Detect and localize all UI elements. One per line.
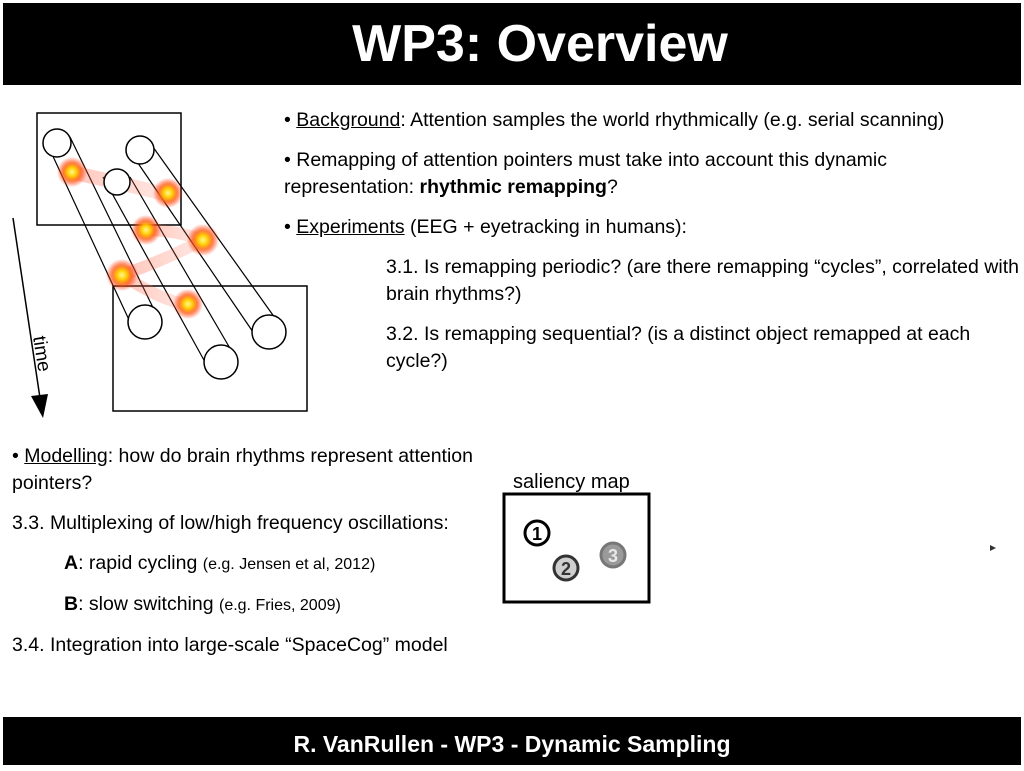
option-a: A: rapid cycling (e.g. Jensen et al, 2012)	[64, 552, 376, 574]
background-term: Background	[296, 109, 401, 131]
experiments-bullet: • Experiments (EEG + eyetracking in humans):	[284, 216, 687, 238]
question-3-2: 3.2. Is remapping sequential? (is a distinct object remapped at each cycle?)	[386, 323, 971, 372]
time-label: time	[28, 334, 55, 374]
rhythmic-sampling-diagram	[0, 100, 320, 420]
svg-text:2: 2	[560, 559, 572, 579]
marker-1	[525, 521, 549, 545]
footer-text: R. VanRullen - WP3 - Dynamic Sampling	[293, 731, 731, 757]
remapping-bullet: • Remapping of attention pointers must take into account this dynamic representation: rhythmic remapping?	[284, 149, 887, 198]
svg-text:3: 3	[607, 546, 619, 566]
option-b: B: slow switching (e.g. Fries, 2009)	[64, 593, 341, 615]
footer-bar	[3, 717, 1021, 765]
title-bar	[3, 3, 1021, 85]
play-marker-icon	[990, 544, 998, 552]
question-3-3: 3.3. Multiplexing of low/high frequency oscillations:	[12, 512, 449, 534]
saliency-map-label: saliency map	[513, 471, 630, 493]
saliency-map-frame	[504, 494, 649, 602]
saliency-map-diagram	[495, 462, 665, 612]
bottom-text-block	[12, 443, 482, 672]
question-3-1: 3.1. Is remapping periodic? (are there remapping “cycles”, correlated with brain rhythms?)	[386, 256, 1019, 305]
modelling-term: Modelling	[24, 445, 108, 467]
marker-3	[601, 543, 625, 567]
modelling-bullet: • Modelling: how do brain rhythms represent attention pointers?	[12, 445, 474, 494]
svg-text:1: 1	[531, 524, 543, 544]
marker-2	[554, 556, 578, 580]
background-bullet: • Background: Attention samples the world rhythmically (e.g. serial scanning)	[284, 109, 945, 131]
top-text-block	[284, 107, 1019, 388]
slide-title: WP3: Overview	[352, 15, 728, 73]
rhythmic-remapping-term: rhythmic remapping	[419, 176, 607, 198]
question-3-4: 3.4. Integration into large-scale “SpaceCog” model	[12, 634, 448, 656]
experiments-term: Experiments	[296, 216, 405, 238]
